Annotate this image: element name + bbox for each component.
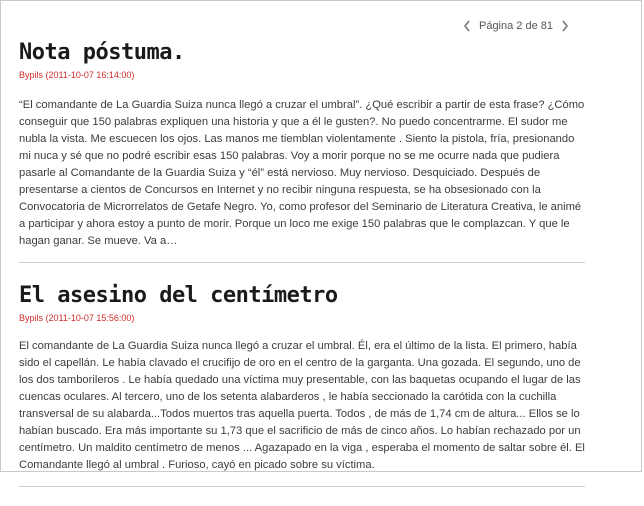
post-title-link[interactable]: El asesino del centímetro [19, 283, 338, 308]
page-indicator: Página 2 de 81 [478, 20, 553, 32]
post-body: El comandante de La Guardia Suiza nunca llegó a cruzar el umbral. Él, era el último de la lista. El primero, había sido el capellán. Le había clavado el crucifijo de oro en el centro de la garganta. Una gozada. El segundo, uno de los dos tamborileros . Le había quedado una víctima muy presentable, con las baquetas ocupando el lugar de las cuencas oculares. Al tercero, uno de los setenta alabarderos , le había seccionado la carótida con la cuchilla transversal de su alabarda...Todos muertos tras aquella puerta. Todos , de más de 1,74 cm de altura... Ellos se lo habían buscado. Era más importante su 1,73 que el sacrificio de más de cinco años. Lo habían rechazado por un centímetro. Un maldito centímetro de menos ... Agazapado en la viga , esperaba el momento de saltar sobre él. El Comandante llegó al umbral . Furioso, cayó en picado sobre su víctima. [19, 340, 585, 471]
pagination [459, 18, 573, 34]
previous-page-button[interactable] [459, 18, 475, 34]
post [19, 282, 587, 487]
next-page-button[interactable] [557, 18, 573, 34]
post-title-link[interactable]: Nota póstuma. [19, 40, 185, 65]
post-list [19, 39, 587, 506]
post-divider [19, 486, 585, 487]
chevron-left-icon [463, 20, 471, 32]
chevron-right-icon [561, 20, 569, 32]
post-body: “El comandante de La Guardia Suiza nunca llegó a cruzar el umbral”. ¿Qué escribir a partir de esta frase? ¿Cómo conseguir que 150 palabras expliquen una historia y que a él le gusten?. No puedo concentrarme. El sudor me nubla la vista. Me escuecen los ojos. Las manos me tiemblan violentamente . Siento la pistola, fría, presionando mi nuca y sé que no podré escribir esas 150 palabras. Voy a morir porque no se me ocurre nada que pudiera pasarle al Comandante de la Guardia Suiza y “él” está nervioso. Muy nervioso. Desquiciado. Después de presentarse a cientos de Concursos en Internet y no recibir ninguna respuesta, se ha obsesionado con la Convocatoria de Microrrelatos de Getafe Negro. Yo, como profesor del Seminario de Literatura Creativa, le animé a participar y ahora estoy a punto de morir. Porque un loco me exige 150 palabras que le complazcan. Y que le hagan ganar. Se mueve. Va a… [19, 99, 585, 247]
post-divider [19, 262, 585, 263]
post [19, 39, 587, 263]
post-meta: Bypils (2011-10-07 16:14:00) [19, 70, 135, 80]
post-meta: Bypils (2011-10-07 15:56:00) [19, 313, 135, 323]
